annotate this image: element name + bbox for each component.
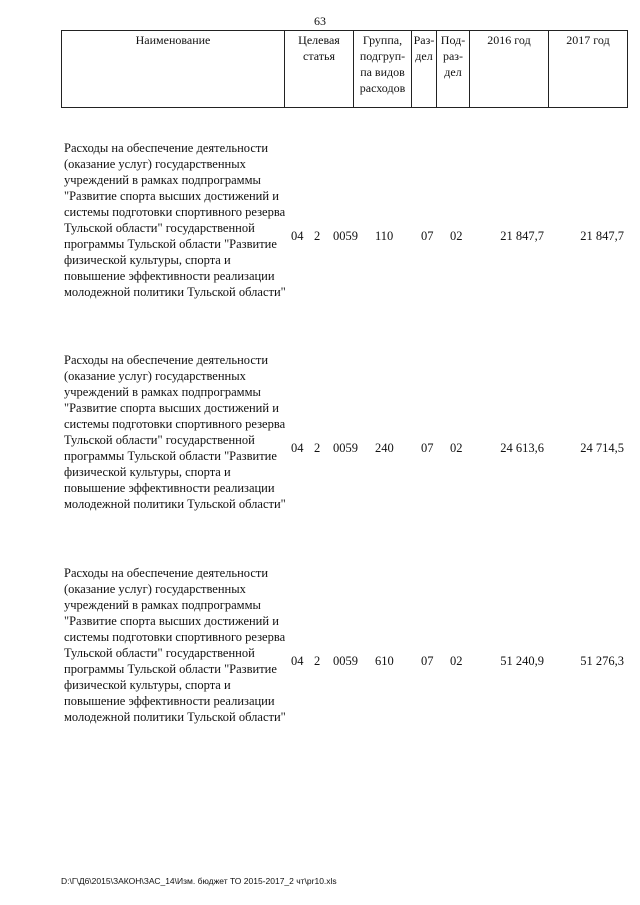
row-article-1: 04 (291, 654, 304, 668)
row-value-2017: 21 847,7 (580, 229, 624, 243)
header-target-article: Целевая статья (285, 31, 354, 108)
header-podrazdel: Под-раз-дел (437, 31, 470, 108)
header-group: Группа, подгруп-па видов расходов (354, 31, 412, 108)
row-razdel: 07 (421, 654, 434, 668)
row-podrazdel: 02 (450, 229, 463, 243)
row-article-3: 0059 (333, 229, 358, 243)
row-value-2016: 21 847,7 (500, 229, 544, 243)
row-name: Расходы на обеспечение деятельности (оказание услуг) государственных учреждений в рамках подпрограммы "Развитие спорта высших достижений и системы подготовки спортивного резерва Тульской области" государственной программы Тульской области "Развитие физической культуры, спорта и повышение эффективности реализации молодежной политики Тульской области" (64, 141, 286, 299)
row-razdel: 07 (421, 229, 434, 243)
row-article-1: 04 (291, 229, 304, 243)
row-group: 610 (375, 654, 394, 668)
row-podrazdel: 02 (450, 654, 463, 668)
row-group: 240 (375, 441, 394, 455)
header-2017: 2017 год (549, 31, 628, 108)
row-article-3: 0059 (333, 441, 358, 455)
footer-file-path: D:\Г\Д6\2015\ЗАКОН\ЗАС_14\Изм. бюджет ТО 2015-2017_2 чт\pr10.xls (61, 876, 337, 886)
row-name: Расходы на обеспечение деятельности (оказание услуг) государственных учреждений в рамках подпрограммы "Развитие спорта высших достижений и системы подготовки спортивного резерва Тульской области" государственной программы Тульской области "Развитие физической культуры, спорта и повышение эффективности реализации молодежной политики Тульской области" (64, 566, 286, 724)
row-razdel: 07 (421, 441, 434, 455)
row-article-1: 04 (291, 441, 304, 455)
row-podrazdel: 02 (450, 441, 463, 455)
table-row (64, 140, 630, 330)
row-value-2017: 51 276,3 (580, 654, 624, 668)
row-value-2017: 24 714,5 (580, 441, 624, 455)
table-row (64, 352, 630, 542)
table-row (64, 565, 630, 755)
row-value-2016: 24 613,6 (500, 441, 544, 455)
row-article-2: 2 (314, 654, 321, 668)
table-header (61, 30, 628, 108)
header-razdel: Раз-дел (412, 31, 437, 108)
header-name: Наименование (62, 31, 285, 108)
row-group: 110 (375, 229, 394, 243)
row-article-3: 0059 (333, 654, 358, 668)
row-value-2016: 51 240,9 (500, 654, 544, 668)
page-number: 63 (314, 14, 326, 28)
header-2016: 2016 год (470, 31, 549, 108)
row-name: Расходы на обеспечение деятельности (оказание услуг) государственных учреждений в рамках подпрограммы "Развитие спорта высших достижений и системы подготовки спортивного резерва Тульской области" государственной программы Тульской области "Развитие физической культуры, спорта и повышение эффективности реализации молодежной политики Тульской области" (64, 353, 286, 511)
row-article-2: 2 (314, 229, 321, 243)
row-article-2: 2 (314, 441, 321, 455)
